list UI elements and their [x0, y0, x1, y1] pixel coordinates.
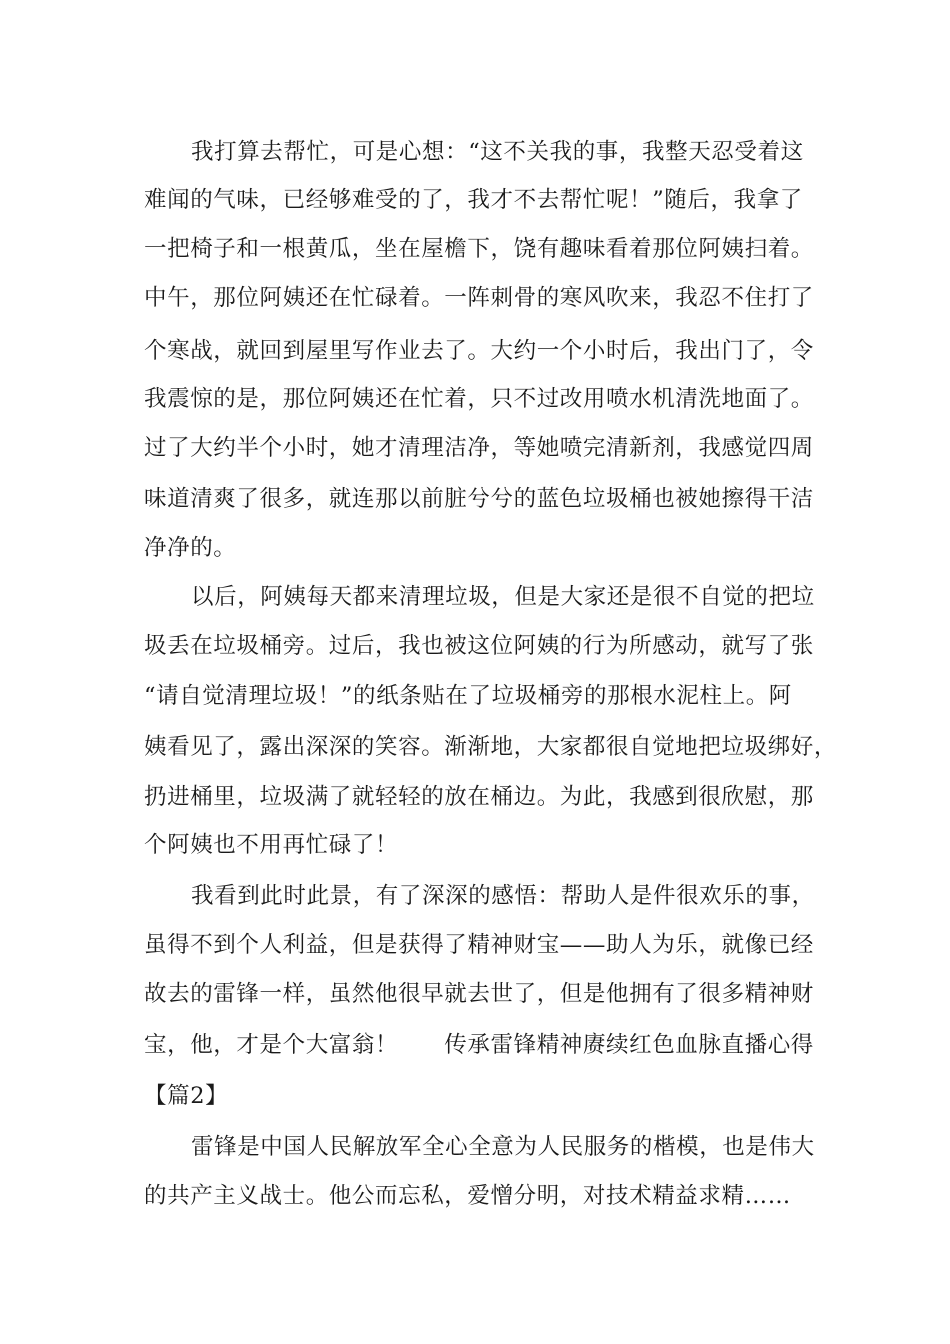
text-line: 扔进桶里，垃圾满了就轻轻的放在桶边。为此，我感到很欣慰，那	[144, 784, 814, 810]
text-line: 个寒战，就回到屋里写作业去了。大约一个小时后，我出门了，令	[144, 338, 814, 364]
text-line: 故去的雷锋一样，虽然他很早就去世了，但是他拥有了很多精神财	[144, 981, 814, 1007]
text-line: 虽得不到个人利益，但是获得了精神财宝——助人为乐，就像已经	[144, 932, 814, 958]
text-line: 宝，他，才是个大富翁！ 传承雷锋精神赓续红色血脉直播心得	[144, 1032, 814, 1058]
text-line: 一把椅子和一根黄瓜，坐在屋檐下，饶有趣味看着那位阿姨扫着。	[144, 236, 814, 262]
text-line: 味道清爽了很多，就连那以前脏兮兮的蓝色垃圾桶也被她擦得干洁	[144, 486, 814, 512]
text-line: 我打算去帮忙，可是心想：“这不关我的事，我整天忍受着这	[191, 139, 804, 165]
text-line: 中午，那位阿姨还在忙碌着。一阵刺骨的寒风吹来，我忍不住打了	[144, 285, 814, 311]
text-line: 过了大约半个小时，她才清理洁净，等她喷完清新剂，我感觉四周	[144, 435, 814, 461]
text-line: 我震惊的是，那位阿姨还在忙着，只不过改用喷水机清洗地面了。	[144, 386, 814, 412]
text-line: 姨看见了，露出深深的笑容。渐渐地，大家都很自觉地把垃圾绑好，	[144, 734, 838, 760]
text-line: 个阿姨也不用再忙碌了！	[144, 832, 399, 858]
section-heading: 【篇2】	[144, 1083, 229, 1109]
text-line: “请自觉清理垃圾！”的纸条贴在了垃圾桶旁的那根水泥柱上。阿	[144, 683, 792, 709]
text-line: 难闻的气味，已经够难受的了，我才不去帮忙呢！”随后，我拿了	[144, 187, 803, 213]
text-line: 我看到此时此景，有了深深的感悟：帮助人是件很欢乐的事，	[191, 883, 815, 909]
text-line: 以后，阿姨每天都来清理垃圾，但是大家还是很不自觉的把垃	[191, 584, 815, 610]
text-line: 圾丢在垃圾桶旁。过后，我也被这位阿姨的行为所感动，就写了张	[144, 633, 814, 659]
text-line: 净净的。	[144, 535, 237, 561]
text-line: 的共产主义战士。他公而忘私，爱憎分明，对技术精益求精……	[144, 1183, 791, 1209]
text-line: 雷锋是中国人民解放军全心全意为人民服务的楷模，也是伟大	[191, 1134, 815, 1160]
